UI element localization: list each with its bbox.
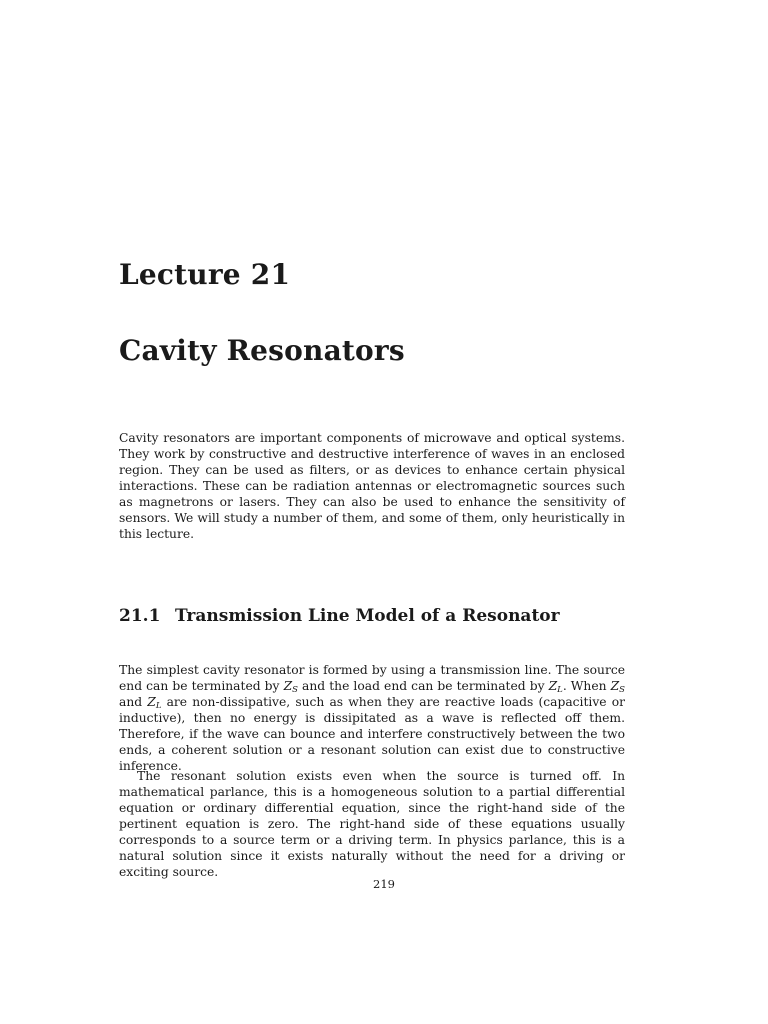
section-heading [119,606,560,626]
page-number: 219 [373,877,395,891]
math-zs [611,679,625,693]
body-paragraph-1 [119,662,625,774]
chapter-title: Cavity Resonators [119,334,405,367]
math-subscript: L [557,685,563,695]
math-zl [549,679,563,693]
math-zl [147,695,161,709]
paragraph-text: are non-dissipative, such as when they are reactive loads (capacitive or inductive), then no energy is dissipitated as a wave is reflected off them. Therefore, if the wave can bounce and interfere constructively between the two ends, a coherent solution or a resonant solution can exist due to constructive inference. [119,695,625,773]
paragraph-text: and the load end can be terminated by [297,679,549,693]
math-subscript: S [292,685,298,695]
math-subscript: S [619,685,625,695]
paragraph-text: . When [562,679,611,693]
math-symbol: Z [283,679,293,693]
intro-paragraph: Cavity resonators are important components of microwave and optical systems. They work by constructive and destructive interference of waves in an enclosed region. They can be used as filters, or as devices to enhance certain physical interactions. These can be radiation antennas or electromagnetic sources such as magnetrons or lasers. They can also be used to enhance the sensitivity of sensors. We will study a number of them, and some of them, only heuristically in this lecture. [119,431,625,541]
section-title: Transmission Line Model of a Resonator [175,606,560,626]
math-symbol: Z [610,679,620,693]
math-subscript: L [155,701,162,711]
paragraph-text: The simplest cavity resonator is formed by using a transmission line. The source end can be terminated by [119,663,625,693]
body-paragraph-2: The resonant solution exists even when the source is turned off. In mathematical parlance, this is a homogeneous solution to a partial differential equation or ordinary differential equation, since the right-hand side of the pertinent equation is zero. The right-hand side of these equations usually corresponds to a source term or a driving term. In physics parlance, this is a natural solution since it exists naturally without the need for a driving or exciting source. [119,769,625,879]
chapter-label: Lecture 21 [119,258,291,291]
math-symbol: Z [147,695,156,709]
math-zs [284,679,298,693]
paragraph-text: and [119,695,148,709]
math-symbol: Z [548,679,558,693]
section-number: 21.1 [119,606,161,626]
